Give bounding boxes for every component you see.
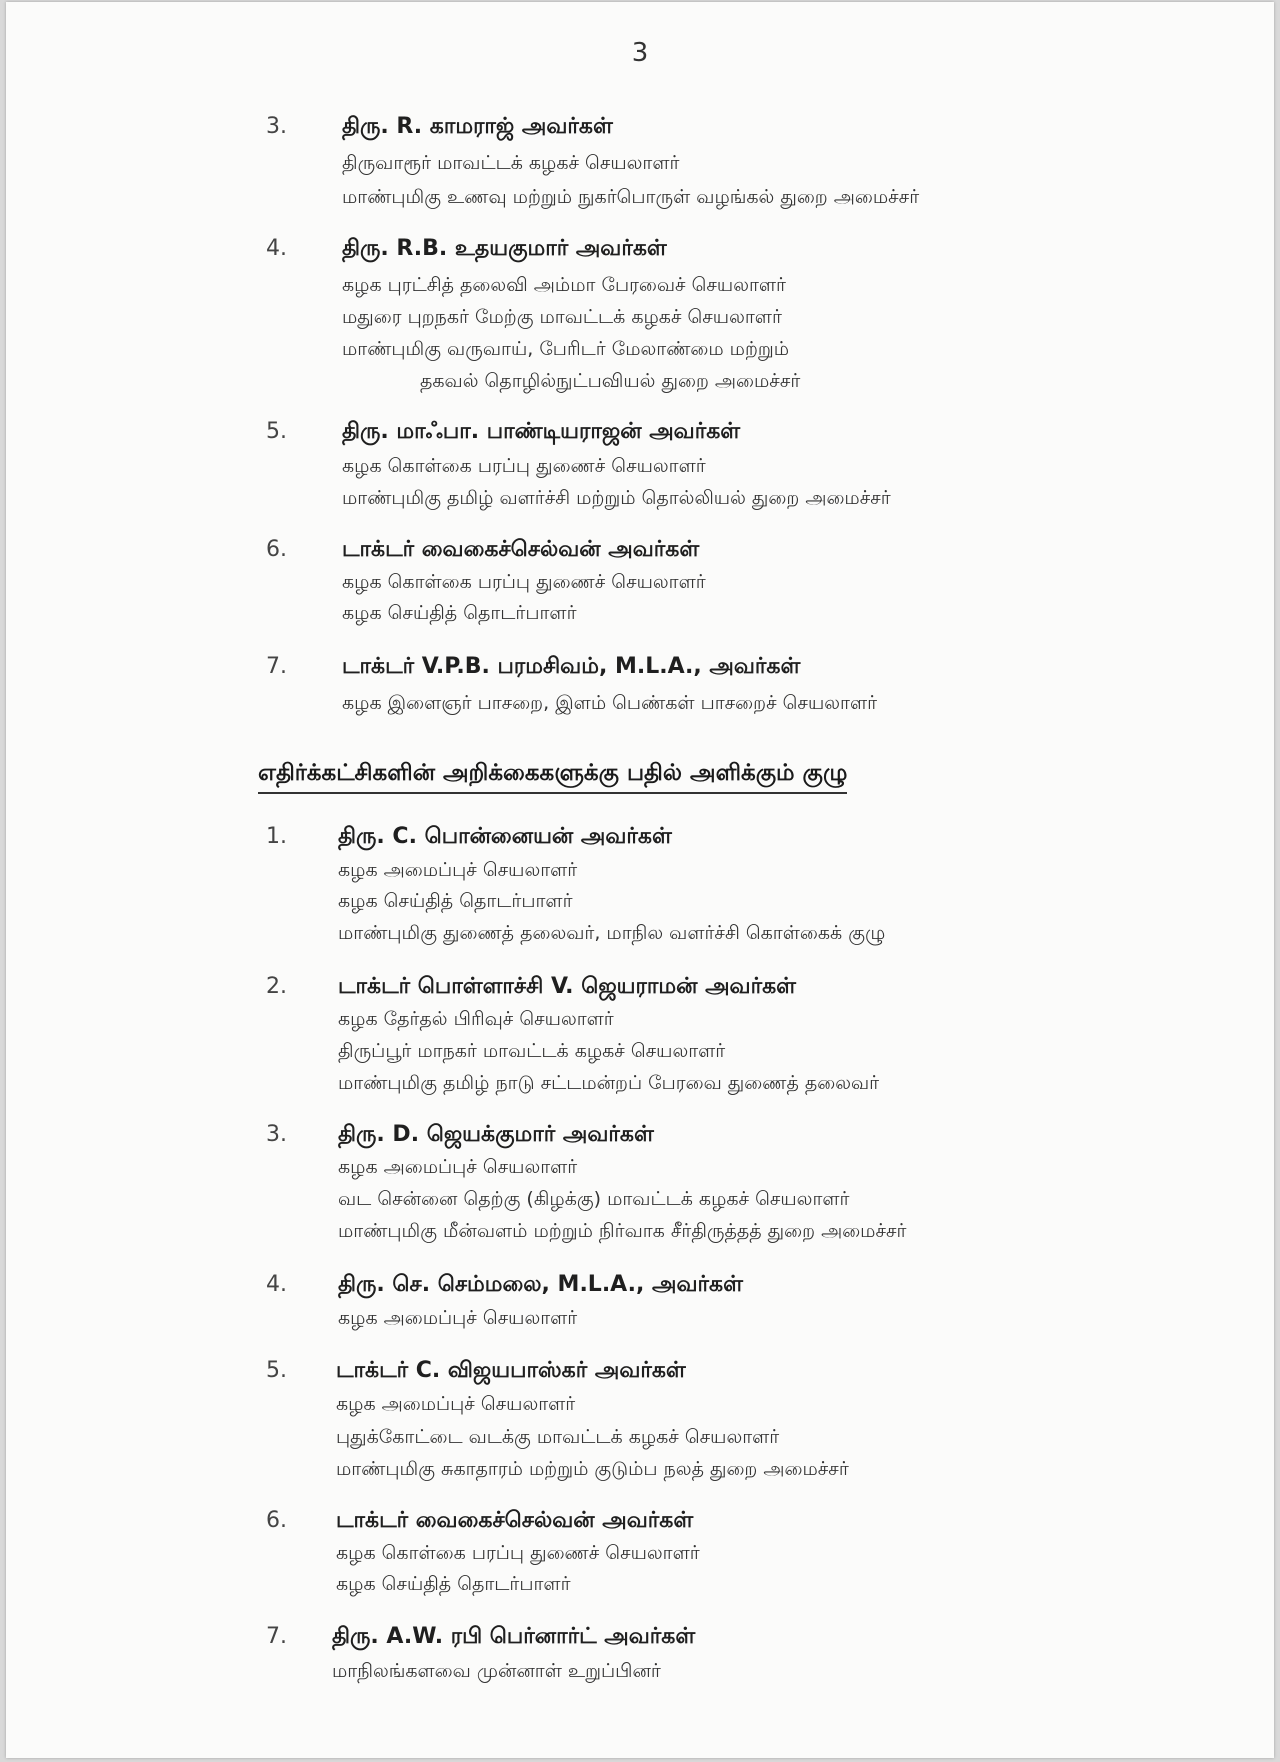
member-role: தகவல் தொழில்நுட்பவியல் துறை அமைச்சர் <box>420 370 801 392</box>
member-name: திரு. A.W. ரபி பெர்னார்ட் அவர்கள் <box>332 1624 696 1649</box>
member-role: கழக செய்தித் தொடர்பாளர் <box>338 890 573 912</box>
member-name: திரு. R.B. உதயகுமார் அவர்கள் <box>342 236 667 261</box>
item-number: 7. <box>266 654 287 679</box>
page-number: 3 <box>631 38 649 68</box>
member-role: கழக அமைப்புச் செயலாளர் <box>338 1307 578 1329</box>
member-role: கழக கொள்கை பரப்பு துணைச் செயலாளர் <box>336 1542 700 1564</box>
member-role: கழக அமைப்புச் செயலாளர் <box>336 1393 576 1415</box>
member-role: கழக செய்தித் தொடர்பாளர் <box>342 602 577 624</box>
member-role: கழக அமைப்புச் செயலாளர் <box>338 1156 578 1178</box>
member-role: கழக கொள்கை பரப்பு துணைச் செயலாளர் <box>342 455 706 477</box>
item-number: 1. <box>266 824 287 849</box>
section-heading: எதிர்க்கட்சிகளின் அறிக்கைகளுக்கு பதில் அளிக்கும் குழு <box>258 760 847 794</box>
member-name: திரு. R. காமராஜ் அவர்கள் <box>342 114 613 139</box>
member-name: திரு. C. பொன்னையன் அவர்கள் <box>338 824 672 849</box>
member-role: மாண்புமிகு உணவு மற்றும் நுகர்பொருள் வழங்கல் துறை அமைச்சர் <box>342 186 920 208</box>
member-role: மாண்புமிகு சுகாதாரம் மற்றும் குடும்ப நலத் துறை அமைச்சர் <box>336 1458 849 1480</box>
member-role: மாண்புமிகு வருவாய், பேரிடர் மேலாண்மை மற்றும் <box>342 338 790 360</box>
member-name: டாக்டர் C. விஜயபாஸ்கர் அவர்கள் <box>336 1358 686 1383</box>
member-role: மாநிலங்களவை முன்னாள் உறுப்பினர் <box>332 1660 661 1682</box>
item-number: 4. <box>266 236 287 261</box>
member-role: கழக செய்தித் தொடர்பாளர் <box>336 1573 571 1595</box>
item-number: 3. <box>266 114 287 139</box>
member-role: வட சென்னை தெற்கு (கிழக்கு) மாவட்டக் கழகச் செயலாளர் <box>338 1188 850 1210</box>
member-role: கழக கொள்கை பரப்பு துணைச் செயலாளர் <box>342 571 706 593</box>
item-number: 2. <box>266 974 287 999</box>
item-number: 6. <box>266 1508 287 1533</box>
member-name: டாக்டர் V.P.B. பரமசிவம், M.L.A., அவர்கள் <box>342 654 801 679</box>
member-role: மாண்புமிகு துணைத் தலைவர், மாநில வளர்ச்சி கொள்கைக் குழு <box>338 922 886 944</box>
member-role: மாண்புமிகு தமிழ் வளர்ச்சி மற்றும் தொல்லியல் துறை அமைச்சர் <box>342 487 891 509</box>
member-role: கழக இளைஞர் பாசறை, இளம் பெண்கள் பாசறைச் செயலாளர் <box>342 692 878 714</box>
item-number: 6. <box>266 537 287 562</box>
member-name: டாக்டர் வைகைச்செல்வன் அவர்கள் <box>336 1508 694 1533</box>
member-role: மதுரை புறநகர் மேற்கு மாவட்டக் கழகச் செயலாளர் <box>342 306 782 328</box>
member-role: மாண்புமிகு மீன்வளம் மற்றும் நிர்வாக சீர்திருத்தத் துறை அமைச்சர் <box>338 1220 907 1242</box>
member-name: திரு. மாஃபா. பாண்டியராஜன் அவர்கள் <box>342 419 741 444</box>
item-number: 7. <box>266 1624 287 1649</box>
member-name: திரு. D. ஜெயக்குமார் அவர்கள் <box>338 1122 654 1147</box>
member-role: கழக தேர்தல் பிரிவுச் செயலாளர் <box>338 1008 614 1030</box>
item-number: 5. <box>266 419 287 444</box>
member-name: டாக்டர் பொள்ளாச்சி V. ஜெயராமன் அவர்கள் <box>338 974 797 999</box>
item-number: 5. <box>266 1358 287 1383</box>
document-page <box>6 2 1274 1758</box>
member-name: டாக்டர் வைகைச்செல்வன் அவர்கள் <box>342 537 700 562</box>
member-role: கழக அமைப்புச் செயலாளர் <box>338 859 578 881</box>
member-name: திரு. செ. செம்மலை, M.L.A., அவர்கள் <box>338 1272 743 1297</box>
member-role: கழக புரட்சித் தலைவி அம்மா பேரவைச் செயலாளர் <box>342 274 786 296</box>
member-role: புதுக்கோட்டை வடக்கு மாவட்டக் கழகச் செயலாளர் <box>336 1426 780 1448</box>
item-number: 3. <box>266 1122 287 1147</box>
item-number: 4. <box>266 1272 287 1297</box>
member-role: திருவாரூர் மாவட்டக் கழகச் செயலாளர் <box>342 152 680 174</box>
member-role: மாண்புமிகு தமிழ் நாடு சட்டமன்றப் பேரவை துணைத் தலைவர் <box>338 1072 880 1094</box>
member-role: திருப்பூர் மாநகர் மாவட்டக் கழகச் செயலாளர் <box>338 1040 726 1062</box>
